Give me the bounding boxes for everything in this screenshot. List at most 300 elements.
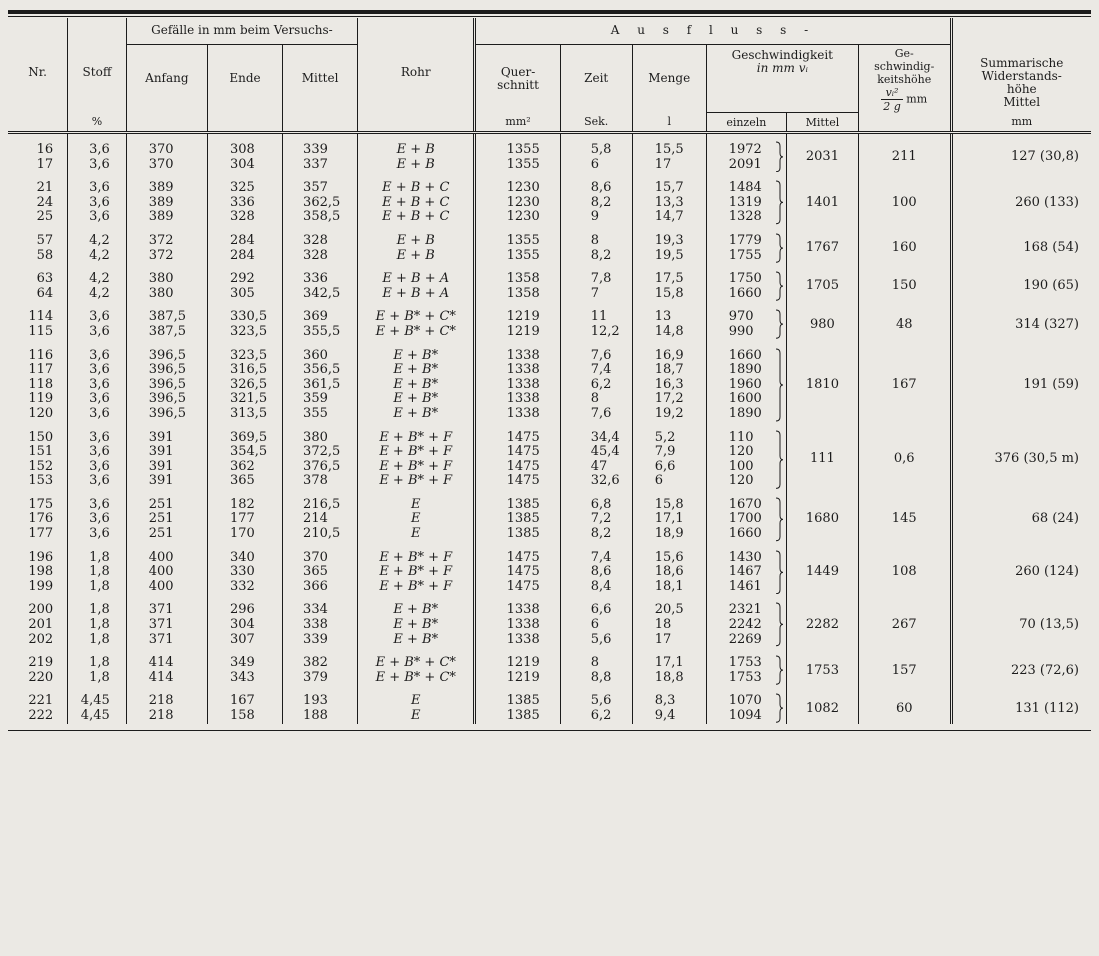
cell-stoff: 4,45: [68, 709, 127, 724]
header-menge: Menge: [632, 44, 706, 113]
cell-stoff: 3,6: [68, 340, 127, 364]
unit-anfang: [126, 113, 207, 133]
cell-nr: 114: [28, 309, 54, 325]
cell-mittel: 370: [283, 542, 358, 566]
cell-geschwindigkeitshoehe: 150: [858, 263, 951, 301]
table-row: [8, 263, 1091, 287]
header-ende: Ende: [207, 44, 282, 113]
cell-menge: 18,8: [632, 671, 706, 686]
header-widerstand-1: Summarische: [980, 55, 1064, 70]
bottom-rule: [8, 724, 1091, 731]
cell-querschnitt: 1355: [475, 225, 560, 249]
cell-einzeln: 1660: [706, 527, 786, 542]
cell-geschwindigkeitshoehe: 267: [858, 594, 951, 647]
cell-nr: 201: [28, 617, 54, 633]
cell-anfang: 391: [126, 474, 207, 489]
brace-icon: [774, 180, 784, 225]
cell-widerstand: 190 (65): [951, 263, 1091, 301]
cell-menge: 18,7: [632, 363, 706, 378]
cell-anfang: 396,5: [126, 407, 207, 422]
header-anfang: Anfang: [126, 44, 207, 113]
cell-ende: 284: [207, 249, 282, 264]
top-rule: [8, 10, 1091, 14]
brace-icon: [774, 309, 784, 339]
cell-menge: 14,7: [632, 210, 706, 225]
row-group: [8, 340, 1091, 422]
cell-einzeln: 1467: [706, 565, 786, 580]
unit-einzeln: einzeln: [706, 113, 786, 133]
cell-rohr: E + B*: [358, 363, 475, 378]
cell-mittel: 362,5: [283, 196, 358, 211]
cell-querschnitt: 1475: [475, 565, 560, 580]
cell-einzeln: 110: [706, 422, 786, 446]
cell-stoff: 1,8: [68, 618, 127, 633]
cell-rohr: E + B* + C*: [358, 647, 475, 671]
cell-stoff: 3,6: [68, 363, 127, 378]
cell-rohr: E + B + A: [358, 263, 475, 287]
cell-einzeln: 970: [706, 301, 786, 325]
table-row: [8, 685, 1091, 709]
cell-menge: 16,9: [632, 340, 706, 364]
cell-nr: 220: [28, 669, 54, 685]
cell-geschwindigkeitshoehe: 145: [858, 489, 951, 542]
cell-einzeln: 1700: [706, 512, 786, 527]
cell-querschnitt: 1385: [475, 685, 560, 709]
cell-anfang: 389: [126, 210, 207, 225]
cell-anfang: 387,5: [126, 301, 207, 325]
cell-mittel: 360: [283, 340, 358, 364]
cell-anfang: 396,5: [126, 363, 207, 378]
cell-einzeln: 2321: [706, 594, 786, 618]
cell-nr: 63: [36, 271, 54, 287]
cell-nr: 24: [36, 194, 54, 210]
cell-mittel: 337: [283, 158, 358, 173]
cell-rohr: E + B*: [358, 618, 475, 633]
cell-anfang: 400: [126, 565, 207, 580]
cell-einzeln: 1461: [706, 580, 786, 595]
header-widerstand-3: höhe: [1006, 81, 1037, 96]
brace-icon: [774, 655, 784, 685]
cell-widerstand: 131 (112): [951, 685, 1091, 723]
cell-einzeln: 1972: [706, 133, 786, 158]
row-group: [8, 263, 1091, 301]
cell-rohr: E + B: [358, 249, 475, 264]
cell-einzeln: 120: [706, 474, 786, 489]
cell-nr: 16: [36, 142, 54, 157]
cell-mittel: 193: [283, 685, 358, 709]
cell-rohr: E + B* + F: [358, 460, 475, 475]
cell-menge: 19,5: [632, 249, 706, 264]
cell-stoff: 1,8: [68, 580, 127, 595]
cell-widerstand: 127 (30,8): [951, 133, 1091, 173]
cell-einzeln: 990: [706, 325, 786, 340]
cell-ende: 305: [207, 287, 282, 302]
cell-stoff: 3,6: [68, 489, 127, 513]
cell-rohr: E + B* + C*: [358, 671, 475, 686]
cell-querschnitt: 1219: [475, 647, 560, 671]
cell-einzeln: 2269: [706, 633, 786, 648]
brace-path: [776, 551, 783, 594]
cell-geschw-mittel: 111: [786, 422, 858, 489]
cell-ende: 323,5: [207, 325, 282, 340]
cell-ende: 354,5: [207, 445, 282, 460]
cell-geschw-mittel: 2282: [786, 594, 858, 647]
cell-mittel: 382: [283, 647, 358, 671]
cell-menge: 18,9: [632, 527, 706, 542]
unit-stoff: %: [68, 113, 127, 133]
cell-menge: 15,7: [632, 172, 706, 196]
cell-anfang: 372: [126, 249, 207, 264]
cell-zeit: 8,2: [560, 196, 632, 211]
brace-icon: [774, 602, 784, 647]
cell-einzeln: 2091: [706, 158, 786, 173]
cell-menge: 18,6: [632, 565, 706, 580]
cell-querschnitt: 1475: [475, 542, 560, 566]
cell-nr: 199: [28, 578, 54, 594]
cell-ende: 304: [207, 618, 282, 633]
cell-ende: 307: [207, 633, 282, 648]
cell-nr: 176: [28, 511, 54, 527]
cell-querschnitt: 1355: [475, 133, 560, 158]
cell-anfang: 414: [126, 647, 207, 671]
cell-querschnitt: 1219: [475, 325, 560, 340]
cell-zeit: 8,2: [560, 249, 632, 264]
cell-mittel: 355: [283, 407, 358, 422]
cell-einzeln: 1670: [706, 489, 786, 513]
brace-path: [776, 142, 783, 172]
cell-nr: 198: [28, 564, 54, 580]
cell-zeit: 8,8: [560, 671, 632, 686]
cell-ende: 296: [207, 594, 282, 618]
cell-querschnitt: 1338: [475, 340, 560, 364]
cell-widerstand: 260 (133): [951, 172, 1091, 225]
header-stoff: Stoff: [68, 18, 127, 113]
header-ausfluss: A u s f l u s s -: [475, 18, 951, 44]
cell-anfang: 372: [126, 225, 207, 249]
unit-rohr: [358, 113, 475, 133]
cell-ende: 167: [207, 685, 282, 709]
brace-icon: [774, 348, 784, 422]
cell-menge: 17,5: [632, 263, 706, 287]
row-group: [8, 685, 1091, 723]
brace-path: [776, 603, 783, 646]
cell-querschnitt: 1385: [475, 512, 560, 527]
cell-menge: 7,9: [632, 445, 706, 460]
cell-querschnitt: 1475: [475, 422, 560, 446]
brace-path: [776, 498, 783, 541]
cell-stoff: 1,8: [68, 647, 127, 671]
cell-zeit: 5,6: [560, 633, 632, 648]
cell-einzeln: 1779: [706, 225, 786, 249]
cell-ende: 284: [207, 225, 282, 249]
cell-zeit: 5,6: [560, 685, 632, 709]
cell-rohr: E + B + C: [358, 210, 475, 225]
cell-anfang: 371: [126, 618, 207, 633]
brace-path: [776, 349, 783, 421]
cell-zeit: 6: [560, 158, 632, 173]
cell-einzeln: 1750: [706, 263, 786, 287]
cell-querschnitt: 1475: [475, 580, 560, 595]
cell-einzeln: 1755: [706, 249, 786, 264]
cell-anfang: 391: [126, 445, 207, 460]
cell-geschwindigkeitshoehe: 160: [858, 225, 951, 263]
brace-icon: [774, 693, 784, 723]
cell-menge: 18: [632, 618, 706, 633]
cell-widerstand: 191 (59): [951, 340, 1091, 422]
cell-ende: 313,5: [207, 407, 282, 422]
cell-ende: 369,5: [207, 422, 282, 446]
cell-menge: 6,6: [632, 460, 706, 475]
cell-mittel: 380: [283, 422, 358, 446]
cell-nr: 177: [28, 526, 54, 542]
cell-stoff: 1,8: [68, 633, 127, 648]
cell-anfang: 370: [126, 158, 207, 173]
cell-einzeln: 1430: [706, 542, 786, 566]
cell-mittel: 369: [283, 301, 358, 325]
cell-querschnitt: 1385: [475, 709, 560, 724]
cell-einzeln: 1890: [706, 407, 786, 422]
cell-stoff: 3,6: [68, 407, 127, 422]
cell-querschnitt: 1338: [475, 633, 560, 648]
cell-geschwindigkeitshoehe: 157: [858, 647, 951, 685]
cell-widerstand: 68 (24): [951, 489, 1091, 542]
cell-ende: 323,5: [207, 340, 282, 364]
header-nr: Nr.: [28, 64, 47, 79]
cell-einzeln: 1319: [706, 196, 786, 211]
cell-stoff: 4,2: [68, 287, 127, 302]
cell-nr: 219: [28, 655, 54, 671]
header-gh-denominator: 2 g: [883, 99, 901, 113]
cell-geschw-mittel: 1680: [786, 489, 858, 542]
brace-path: [776, 656, 783, 684]
cell-einzeln: 1660: [706, 287, 786, 302]
cell-mittel: 339: [283, 133, 358, 158]
cell-rohr: E: [358, 489, 475, 513]
cell-ende: 332: [207, 580, 282, 595]
cell-menge: 13: [632, 301, 706, 325]
cell-anfang: 387,5: [126, 325, 207, 340]
cell-ende: 340: [207, 542, 282, 566]
unit-widerstand: mm: [951, 113, 1091, 133]
cell-nr: 153: [28, 473, 54, 489]
cell-ende: 326,5: [207, 378, 282, 393]
cell-anfang: 371: [126, 594, 207, 618]
bottom-spacer-row: [8, 724, 1091, 731]
header-geschwindigkeit-1: Geschwindigkeit: [731, 47, 834, 62]
cell-stoff: 3,6: [68, 158, 127, 173]
cell-rohr: E: [358, 709, 475, 724]
cell-rohr: E: [358, 527, 475, 542]
cell-ende: 304: [207, 158, 282, 173]
cell-einzeln: 1094: [706, 709, 786, 724]
cell-stoff: 3,6: [68, 172, 127, 196]
cell-ende: 328: [207, 210, 282, 225]
brace-path: [776, 694, 783, 722]
cell-einzeln: 2242: [706, 618, 786, 633]
table-row: [8, 340, 1091, 364]
cell-menge: 20,5: [632, 594, 706, 618]
cell-querschnitt: 1338: [475, 392, 560, 407]
table-row: [8, 172, 1091, 196]
cell-menge: 15,8: [632, 287, 706, 302]
cell-rohr: E + B* + F: [358, 580, 475, 595]
cell-ende: 365: [207, 474, 282, 489]
cell-geschwindigkeitshoehe: 108: [858, 542, 951, 595]
cell-zeit: 5,8: [560, 133, 632, 158]
cell-nr: 25: [36, 209, 54, 225]
cell-mittel: 334: [283, 594, 358, 618]
cell-zeit: 8,2: [560, 527, 632, 542]
cell-nr: 115: [28, 323, 54, 339]
cell-ende: 158: [207, 709, 282, 724]
cell-widerstand: 314 (327): [951, 301, 1091, 339]
cell-anfang: 400: [126, 580, 207, 595]
table-row: [8, 422, 1091, 446]
table-row: [8, 301, 1091, 325]
cell-rohr: E + B* + F: [358, 565, 475, 580]
cell-zeit: 7,4: [560, 363, 632, 378]
header-widerstand-4: Mittel: [1003, 94, 1041, 109]
cell-mittel: 357: [283, 172, 358, 196]
cell-querschnitt: 1219: [475, 301, 560, 325]
cell-geschw-mittel: 1810: [786, 340, 858, 422]
cell-querschnitt: 1338: [475, 594, 560, 618]
cell-mittel: 359: [283, 392, 358, 407]
experiment-table: [8, 18, 1091, 731]
cell-zeit: 6,2: [560, 378, 632, 393]
cell-mittel: 338: [283, 618, 358, 633]
cell-ende: 336: [207, 196, 282, 211]
row-group: [8, 301, 1091, 339]
cell-anfang: 380: [126, 287, 207, 302]
cell-menge: 5,2: [632, 422, 706, 446]
header-gh-2: schwindig-: [874, 59, 935, 73]
cell-rohr: E + B*: [358, 594, 475, 618]
table-container: [8, 18, 1091, 731]
brace-path: [776, 310, 783, 338]
cell-geschwindigkeitshoehe: 48: [858, 301, 951, 339]
cell-nr: 21: [36, 180, 54, 196]
cell-menge: 16,3: [632, 378, 706, 393]
cell-anfang: 370: [126, 133, 207, 158]
cell-menge: 15,6: [632, 542, 706, 566]
cell-zeit: 8: [560, 647, 632, 671]
cell-rohr: E + B + C: [358, 172, 475, 196]
cell-menge: 15,5: [632, 133, 706, 158]
cell-rohr: E + B + A: [358, 287, 475, 302]
cell-mittel: 372,5: [283, 445, 358, 460]
cell-zeit: 8: [560, 225, 632, 249]
cell-anfang: 396,5: [126, 340, 207, 364]
brace-icon: [774, 233, 784, 263]
cell-zeit: 7,2: [560, 512, 632, 527]
cell-einzeln: 100: [706, 460, 786, 475]
cell-querschnitt: 1338: [475, 378, 560, 393]
cell-mittel: 339: [283, 633, 358, 648]
cell-nr: 200: [28, 602, 54, 618]
table-bottom-rule: [8, 724, 1091, 731]
cell-stoff: 4,2: [68, 263, 127, 287]
cell-mittel: 214: [283, 512, 358, 527]
cell-stoff: 3,6: [68, 133, 127, 158]
table-row: [8, 489, 1091, 513]
cell-ende: 308: [207, 133, 282, 158]
cell-geschw-mittel: 1401: [786, 172, 858, 225]
cell-nr: 118: [28, 376, 54, 392]
header-gh-3: keitshöhe: [877, 72, 932, 86]
cell-geschw-mittel: 1767: [786, 225, 858, 263]
cell-anfang: 380: [126, 263, 207, 287]
cell-widerstand: 260 (124): [951, 542, 1091, 595]
cell-einzeln: 1484: [706, 172, 786, 196]
cell-nr: 152: [28, 458, 54, 474]
cell-stoff: 1,8: [68, 542, 127, 566]
cell-anfang: 391: [126, 422, 207, 446]
header-querschnitt-2: schnitt: [497, 77, 539, 92]
cell-nr: 17: [36, 156, 54, 172]
cell-anfang: 389: [126, 172, 207, 196]
cell-nr: 175: [28, 496, 54, 512]
cell-zeit: 47: [560, 460, 632, 475]
brace-icon: [774, 497, 784, 542]
cell-anfang: 414: [126, 671, 207, 686]
cell-rohr: E: [358, 512, 475, 527]
header-gefaelle: Gefälle in mm beim Versuchs-: [126, 18, 357, 44]
cell-menge: 15,8: [632, 489, 706, 513]
cell-ende: 316,5: [207, 363, 282, 378]
cell-menge: 14,8: [632, 325, 706, 340]
unit-ende: [207, 113, 282, 133]
cell-rohr: E + B* + F: [358, 474, 475, 489]
cell-stoff: 1,8: [68, 671, 127, 686]
cell-ende: 325: [207, 172, 282, 196]
cell-menge: 17: [632, 633, 706, 648]
cell-rohr: E + B* + F: [358, 542, 475, 566]
cell-zeit: 7: [560, 287, 632, 302]
cell-zeit: 45,4: [560, 445, 632, 460]
cell-menge: 8,3: [632, 685, 706, 709]
cell-querschnitt: 1230: [475, 210, 560, 225]
cell-einzeln: 1960: [706, 378, 786, 393]
cell-zeit: 8,6: [560, 172, 632, 196]
cell-geschwindigkeitshoehe: 211: [858, 133, 951, 173]
cell-geschw-mittel: 1753: [786, 647, 858, 685]
brace-icon: [774, 141, 784, 173]
table-row: [8, 225, 1091, 249]
cell-widerstand: 223 (72,6): [951, 647, 1091, 685]
cell-anfang: 396,5: [126, 392, 207, 407]
header-rohr: Rohr: [358, 18, 475, 113]
cell-nr: 222: [28, 708, 54, 723]
cell-anfang: 396,5: [126, 378, 207, 393]
cell-geschwindigkeitshoehe: 0,6: [858, 422, 951, 489]
cell-rohr: E + B*: [358, 392, 475, 407]
cell-rohr: E + B* + C*: [358, 301, 475, 325]
cell-stoff: 3,6: [68, 445, 127, 460]
table-row: [8, 542, 1091, 566]
cell-einzeln: 1753: [706, 647, 786, 671]
header-gh-unit: mm: [906, 92, 928, 105]
cell-stoff: 3,6: [68, 392, 127, 407]
cell-stoff: 1,8: [68, 565, 127, 580]
cell-stoff: 3,6: [68, 422, 127, 446]
cell-zeit: 12,2: [560, 325, 632, 340]
table-row: [8, 647, 1091, 671]
cell-ende: 321,5: [207, 392, 282, 407]
cell-stoff: 3,6: [68, 301, 127, 325]
cell-stoff: 3,6: [68, 210, 127, 225]
cell-rohr: E + B: [358, 133, 475, 158]
